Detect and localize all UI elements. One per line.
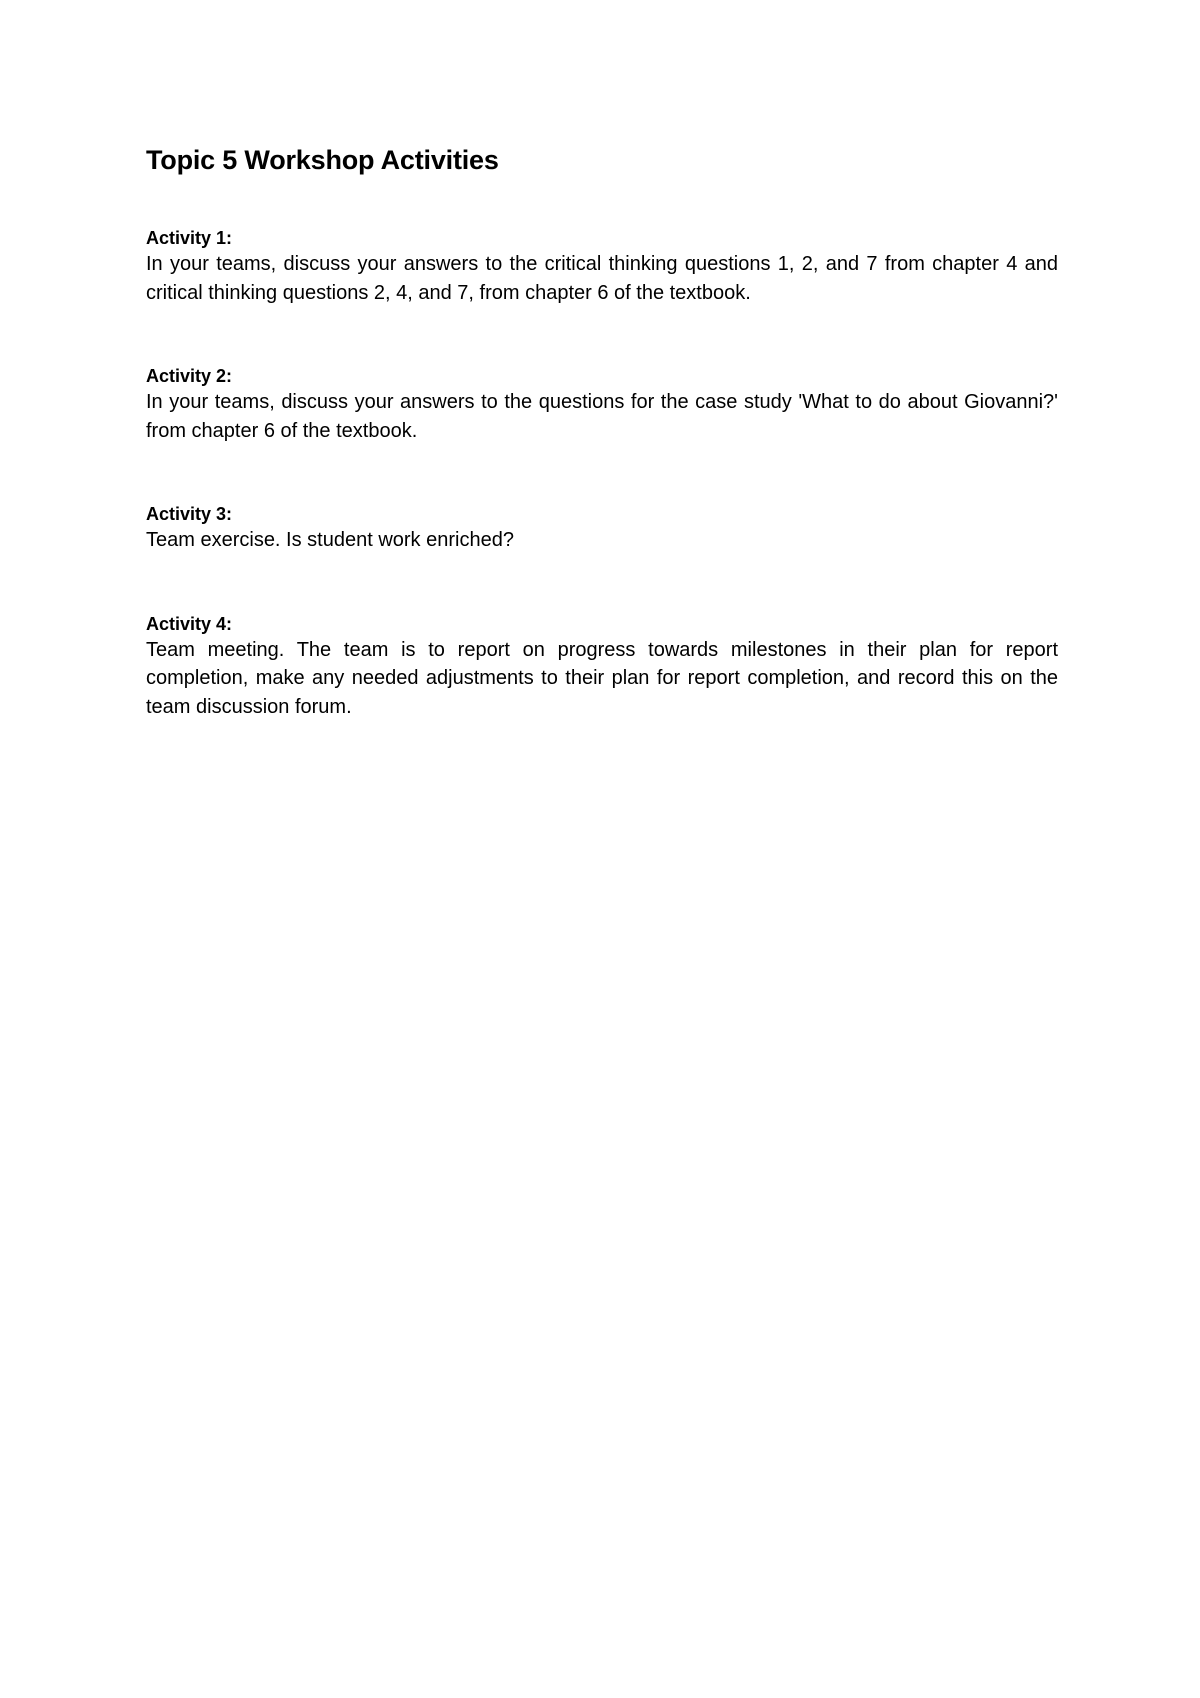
document-page xyxy=(146,143,1058,721)
activity-3-heading: Activity 3: xyxy=(146,504,233,524)
activity-4-body: Team meeting. The team is to report on progress towards milestones in their plan for report completion, make any needed adjustments to their plan for report completion, and record this on the team discussion forum. xyxy=(146,638,1058,718)
activity-2-heading: Activity 2: xyxy=(146,366,233,386)
activity-1-body: In your teams, discuss your answers to the critical thinking questions 1, 2, and 7 from chapter 4 and critical thinking questions 2, 4, and 7, from chapter 6 of the textbook. xyxy=(146,253,1058,304)
activity-2-body: In your teams, discuss your answers to the questions for the case study 'What to do about Giovanni?' from chapter 6 of the textbook. xyxy=(146,391,1058,442)
activity-3-body: Team exercise. Is student work enriched? xyxy=(146,529,514,551)
activity-2 xyxy=(146,364,1058,445)
document-title: Topic 5 Workshop Activities xyxy=(146,145,499,175)
activity-4-heading: Activity 4: xyxy=(146,613,233,634)
activity-3 xyxy=(146,502,1058,555)
activity-1-heading: Activity 1: xyxy=(146,228,233,248)
activity-4 xyxy=(146,612,1058,722)
activity-1 xyxy=(146,226,1058,307)
